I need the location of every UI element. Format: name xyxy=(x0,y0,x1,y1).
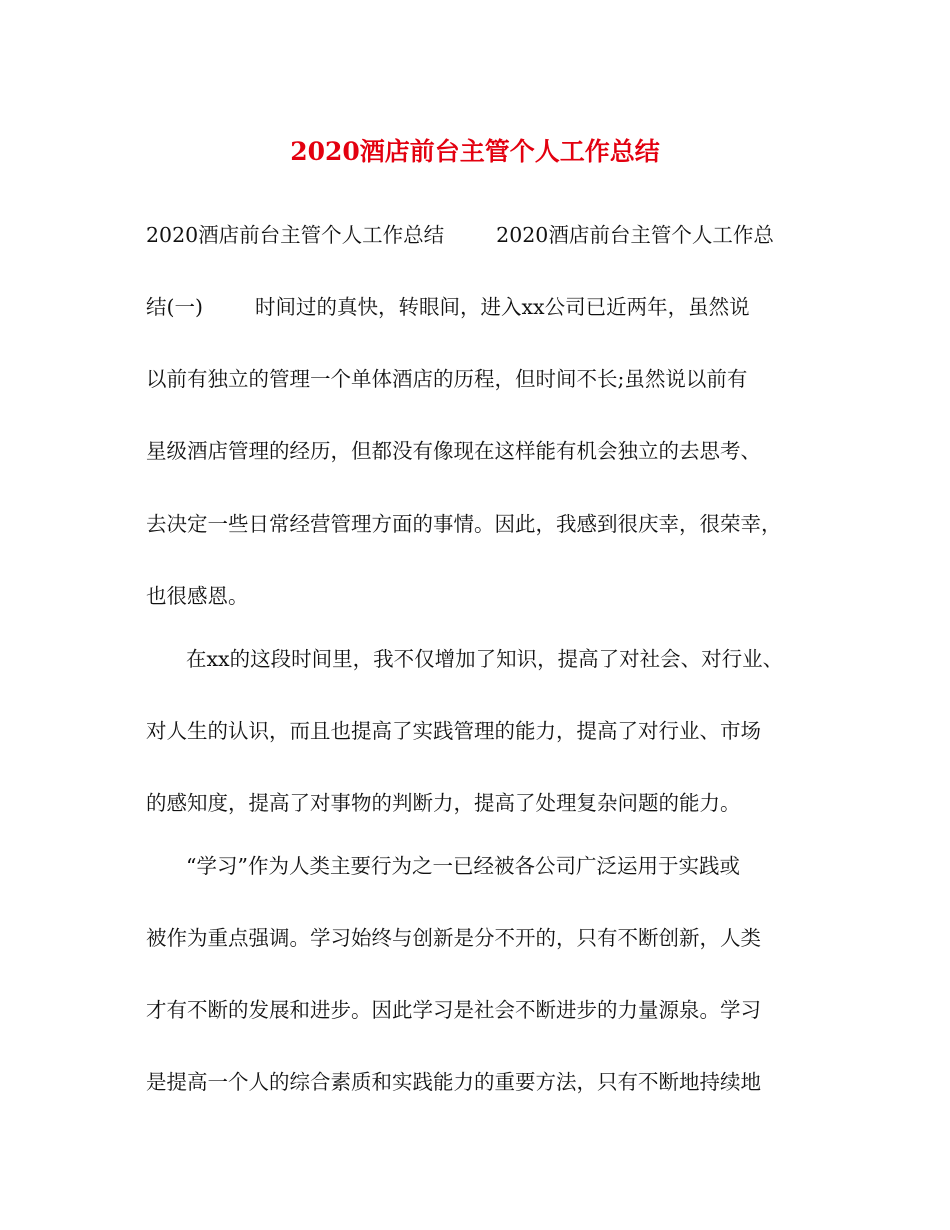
body-line-6: 也很感恩。 xyxy=(146,584,249,608)
body-line-11: 被作为重点强调。学习始终与创新是分不开的，只有不断创新，人类 xyxy=(146,926,761,950)
body-line-2 xyxy=(146,287,826,327)
body-line-5: 去决定一些日常经营管理方面的事情。因此，我感到很庆幸，很荣幸， xyxy=(146,512,782,536)
document-title: 2020酒店前台主管个人工作总结 xyxy=(290,137,660,166)
body-line-8: 对人生的认识，而且也提高了实践管理的能力，提高了对行业、市场 xyxy=(146,719,761,743)
body-line-12: 才有不断的发展和进步。因此学习是社会不断进步的力量源泉。学习 xyxy=(146,998,761,1022)
body-line-7: 在xx的这段时间里，我不仅增加了知识，提高了对社会、对行业、 xyxy=(186,647,784,671)
body-line-9: 的感知度，提高了对事物的判断力，提高了处理复杂问题的能力。 xyxy=(146,791,741,815)
body-line-2-part-b: 时间过的真快，转眼间，进入xx公司已近两年，虽然说 xyxy=(255,295,750,319)
body-line-1 xyxy=(146,215,826,255)
body-line-4: 星级酒店管理的经历，但都没有像现在这样能有机会独立的去思考、 xyxy=(146,439,761,463)
body-line-1-part-b: 2020酒店前台主管个人工作总 xyxy=(496,223,774,247)
body-line-3: 以前有独立的管理一个单体酒店的历程，但时间不长;虽然说以前有 xyxy=(146,367,748,391)
body-line-2-part-a: 结(一) xyxy=(146,295,203,319)
body-line-13: 是提高一个人的综合素质和实践能力的重要方法，只有不断地持续地 xyxy=(146,1070,761,1094)
body-line-1-part-a: 2020酒店前台主管个人工作总结 xyxy=(146,223,445,247)
body-line-10: “学习”作为人类主要行为之一已经被各公司广泛运用于实践或 xyxy=(186,854,740,878)
